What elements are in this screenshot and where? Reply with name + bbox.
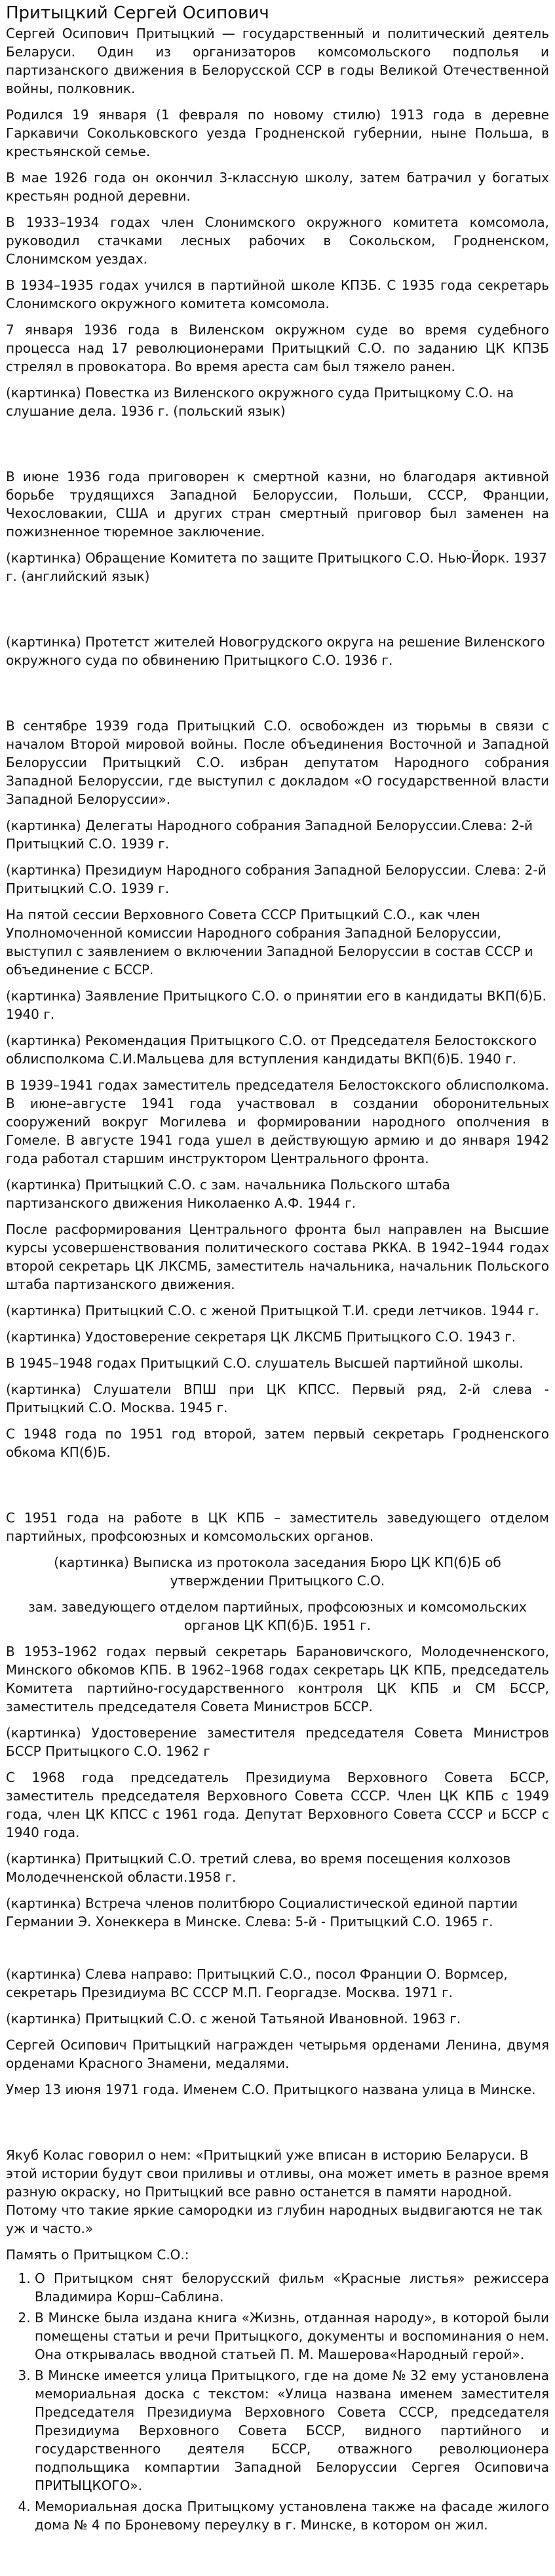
- image-caption-continuation: зам. заведующего отделом партийных, профсоюзных и комсомольских органов ЦК КП(б)Б. 1951 г.: [28, 1599, 527, 1633]
- image-placeholder: [6, 677, 549, 717]
- image-caption: (картинка) Притыцкий С.О. с женой Притыцкой Т.И. среди летчиков. 1944 г.: [6, 1303, 539, 1318]
- image-caption: (картинка) Удостоверение секретаря ЦК ЛКСМБ Притыцкого С.О. 1943 г.: [6, 1329, 516, 1345]
- list-item: 3. В Минске имеется улица Притыцкого, где на доме № 32 ему установлена мемориальная доска с текстом: «Улица названа именем заместителя Председателя Президиума Верховного Совета СССР, председателя Президиума Верховного Совета БССР, видного партийного и государственного деятеля БССР, отважного революционера подпольщика компартии Западной Белоруссии Сергея Осиповича ПРИТЫЦКОГО».: [35, 2366, 549, 2495]
- image-caption: (картинка) Притыцкий С.О. третий слева, во время посещения колхозов Молодечненской области.1958 г.: [6, 1851, 511, 1885]
- image-caption: (картинка) Удостоверение заместителя председателя Совета Министров БССР Притыцкого С.О. 1962 г: [6, 1725, 549, 1759]
- page-title: Притыцкий Сергей Осипович: [6, 3, 269, 23]
- obkom-paragraph: В 1953–1962 годах первый секретарь Барановичского, Молодечненского, Минского обкомов КПБ. В 1962–1968 годах секретарь ЦК КПБ, председатель Комитета партийно-государственного контроля ЦК КПБ и СМ БССР, заместитель председателя Совета Министров БССР.: [6, 1644, 549, 1714]
- image-placeholder: [6, 2107, 549, 2146]
- image-caption: (картинка) Слева направо: Притыцкий С.О., посол Франции О. Вормсер, секретарь Президиума ВС СССР М.П. Георгадзе. Москва. 1971 г.: [6, 1966, 508, 2000]
- image-placeholder: [6, 593, 549, 633]
- image-caption: (картинка) Обращение Комитета по защите Притыцкого С.О. Нью-Йорк. 1937 г. (английский язык): [6, 550, 547, 584]
- image-caption: (картинка) Притыцкий С.О. с зам. начальника Польского штаба партизанского движения Николаенко А.Ф. 1944 г.: [6, 1177, 450, 1211]
- image-caption: (картинка) Рекомендация Притыцкого С.О. от Председателя Белостокского облисполкома С.И.Мальцева для вступления кандидаты ВКП(б)Б. 1940 г.: [6, 1033, 537, 1067]
- image-placeholder: [6, 1469, 549, 1509]
- grodno-paragraph: С 1948 года по 1951 год второй, затем первый секретарь Гродненского обкома КП(б)Б.: [6, 1426, 549, 1460]
- list-item: 1. О Притыцком снят белорусский фильм «Красные листья» режиссера Владимира Корш–Саблина.: [35, 2269, 549, 2306]
- sentence-paragraph: В июне 1936 года приговорен к смертной казни, но благодаря активной борьбе трудящихся Западной Белоруссии, Польши, СССР, Франции, Чехословакии, США и других стран смертный приговор был заменен на пожизненное тюремное заключение.: [6, 469, 549, 540]
- image-caption: (картинка) Слушатели ВПШ при ЦК КПСС. Первый ряд, 2-й слева - Притыцкий С.О. Москва. 1945 г.: [6, 1381, 549, 1416]
- birth-paragraph: Родился 19 января (1 февраля по новому стилю) 1913 года в деревне Гаркавичи Сокольковского уезда Гродненской губернии, ныне Польша, в крестьянской семье.: [6, 107, 549, 159]
- war-paragraph: В 1939–1941 годах заместитель председателя Белостокского облисполкома. В июне–августе 1941 года участвовал в создании оборонительных сооружений вокруг Могилева и формировании народного ополчения в Гомеле. В августе 1941 года ушел в действующую армию и до января 1942 года работал старшим инструктором Центрального фронта.: [6, 1077, 549, 1166]
- party-school-1945-paragraph: В 1945–1948 годах Притыцкий С.О. слушатель Высшей партийной школы.: [6, 1355, 524, 1371]
- intro-paragraph: Сергей Осипович Притыцкий — государственный и политический деятель Беларуси. Один из организаторов комсомольского подполья и партизанского движения в Белорусской ССР в годы Великой Отечественной войны, полковник.: [6, 26, 549, 96]
- trial-paragraph: 7 января 1936 года в Виленском окружном суде во время судебного процесса над 17 революционерами Притыцкий С.О. по заданию ЦК КПЗБ стрелял в провокатора. Во время ареста сам был тяжело ранен.: [6, 322, 549, 374]
- supreme-council-paragraph: На пятой сессии Верховного Совета СССР Притыцкий С.О., как член Уполномоченной комиссии Народного собрания Западной Белоруссии, выступил с заявлением о включении Западной Белоруссии в состав СССР и объединение с БССР.: [6, 907, 533, 978]
- memory-list: [6, 2269, 549, 2534]
- ckkpb-paragraph: С 1951 года на работе в ЦК КПБ – заместитель заведующего отделом партийных, профсоюзных и комсомольских органов.: [6, 1510, 549, 1544]
- awards-paragraph: Сергей Осипович Притыцкий награжден четырьмя орденами Ленина, двумя орденами Красного Знамени, медалями.: [6, 2037, 549, 2071]
- image-caption: (картинка) Делегаты Народного собрания Западной Белоруссии.Слева: 2-й Притыцкий С.О. 1939 г.: [6, 818, 533, 852]
- image-caption: (картинка) Президиум Народного собрания Западной Белоруссии. Слева: 2-й Притыцкий С.О. 1939 г.: [6, 862, 546, 896]
- release-paragraph: В сентябре 1939 года Притыцкий С.О. освобожден из тюрьмы в связи с началом Второй мировой войны. После объединения Восточной и Западной Белоруссии Притыцкий С.О. избран депутатом Народного собрания Западной Белоруссии, где выступил с докладом «О государственной власти Западной Белоруссии».: [6, 718, 549, 807]
- image-caption: (картинка) Повестка из Виленского окружного суда Притыцкому С.О. на слушание дела. 1936 г. (польский язык): [6, 385, 514, 419]
- partisan-paragraph: После расформирования Центрального фронта был направлен на Высшие курсы усовершенствования политического состава РККА. В 1942–1944 годах второй секретарь ЦК ЛКСМБ, заместитель начальника, начальник Польского штаба партизанского движения.: [6, 1221, 549, 1292]
- list-item: 4. Мемориальная доска Притыцкому установлена также на фасаде жилого дома № 4 по Броневому переулку в г. Минске, в котором он жил.: [35, 2497, 549, 2534]
- image-placeholder: [6, 428, 549, 467]
- school-paragraph: В мае 1926 года он окончил 3-классную школу, затем батрачил у богатых крестьян родной деревни.: [6, 170, 549, 204]
- image-caption: (картинка) Выписка из протокола заседания Бюро ЦК КП(б)Б об утверждении Притыцкого С.О.: [54, 1555, 501, 1589]
- image-caption: (картинка) Протетст жителей Новогрудского округа на решение Виленского окружного суда по обвинению Притыцкого С.О. 1936 г.: [6, 634, 545, 668]
- memory-heading: Память о Притыцком С.О.:: [6, 2247, 189, 2263]
- party-school-paragraph: В 1934–1935 годах учился в партийной школе КПЗБ. С 1935 года секретарь Слонимского окружного комитета комсомола.: [6, 277, 549, 311]
- death-paragraph: Умер 13 июня 1971 года. Именем С.О. Притыцкого названа улица в Минске.: [6, 2082, 536, 2097]
- list-item: 2. В Минске была издана книга «Жизнь, отданная народу», в которой были помещены статьи и речи Притыцкого, документы и воспоминания о нем. Она открывалась вводной статьей П. М. Машерова«Народный герой».: [35, 2308, 549, 2364]
- image-caption: (картинка) Притыцкий С.О. с женой Татьяной Ивановной. 1963 г.: [6, 2011, 461, 2027]
- image-caption: (картинка) Заявление Притыцкого С.О. о принятии его в кандидаты ВКП(б)Б. 1940 г.: [6, 988, 546, 1022]
- kolas-quote-paragraph: Якуб Колас говорил о нем: «Притыцкий уже вписан в историю Беларуси. В этой истории будут свои приливы и отливы, она может иметь в разное время разную окраску, но Притыцкий все равно останется в памяти народной. Потому что такие яркие самородки из глубин народных выдвигаются не так уж и часто.»: [6, 2147, 549, 2236]
- presidium-paragraph: С 1968 года председатель Президиума Верховного Совета БССР, заместитель председателя Верховного Совета СССР. Член ЦК КПБ с 1949 года, член ЦК КПСС с 1961 года. Депутат Верховного Совета СССР и БССР с 1940 года.: [6, 1770, 549, 1840]
- image-caption: (картинка) Встреча членов политбюро Социалистической единой партии Германии Э. Хонеккера в Минске. Слева: 5-й - Притыцкий С.О. 1965 г.: [6, 1895, 518, 1930]
- komsomol-paragraph: В 1933–1934 годах член Слонимского окружного комитета комсомола, руководил стачками лесных рабочих в Сокольском, Гродненском, Слонимском уездах.: [6, 214, 549, 267]
- image-placeholder: [6, 1939, 549, 1965]
